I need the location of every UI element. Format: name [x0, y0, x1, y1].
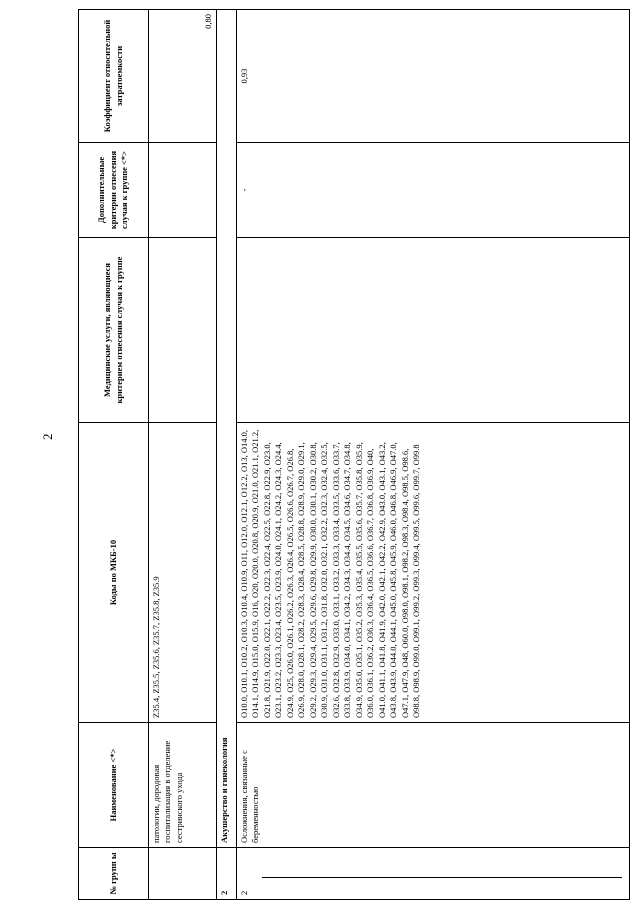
header-services: Медицинские услуги, являющиеся критерием отнесения случая к группе: [79, 238, 149, 423]
table-row: [149, 10, 217, 900]
cell-criteria: [149, 143, 217, 238]
cell-coef: 0,80: [149, 10, 217, 143]
section-row: [217, 10, 237, 900]
ksg-table: [78, 9, 630, 900]
cell-codes: Z35.4, Z35.5, Z35.6, Z35.7, Z35.8, Z35.9: [149, 423, 217, 723]
cell-services: [237, 238, 630, 423]
header-num: № групп ы: [79, 848, 149, 900]
bottom-rule: [262, 877, 622, 878]
header-name: Наименование <*>: [79, 723, 149, 848]
cell-name: патологии, дородовая госпитализация в отделение сестринского ухода: [149, 723, 217, 848]
cell-codes: O10.0, O10.1, O10.2, O10.3, O10.4, O10.9, O11, O12.0, O12.1, O12.2, O13, O14.0, O14.1, O14.9, O15.0, O15.9, O16, O20, O20.0, O20.8, O20.9, O21.0, O21.1, O21.2, O21.8, O21.9, O22.0, O22.1, O22.2, O22.3, O22.4, O22.5, O22.8, O22.9, O23.0, O23.1, O23.2, O23.3, O23.4, O23.5, O23.9, O24.0, O24.1, O24.2, O24.3, O24.4, O24.9, O25, O26.0, O26.1, O26.2, O26.3, O26.4, O26.5, O26.6, O26.7, O26.8, O26.9, O28.0, O28.1, O28.2, O28.3, O28.4, O28.5, O28.8, O28.9, O29.0, O29.1, O29.2, O29.3, O29.4, O29.5, O29.6, O29.8, O29.9, O30.0, O30.1, O30.2, O30.8, O30.9, O31.0, O31.1, O31.2, O31.8, O32.0, O32.1, O32.2, O32.3, O32.4, O32.5, O32.6, O32.8, O32.9, O33.0, O33.1, O33.2, O33.3, O33.4, O33.5, O33.6, O33.7, O33.8, O33.9, O34.0, O34.1, O34.2, O34.3, O34.4, O34.5, O34.6, O34.7, O34.8, O34.9, O35.0, O35.1, O35.2, O35.3, O35.4, O35.5, O35.6, O35.7, O35.8, O35.9, O36.0, O36.1, O36.2, O36.3, O36.4, O36.5, O36.6, O36.7, O36.8, O36.9, O40, O41.0, O41.1, O41.8, O41.9, O42.0, O42.1, O42.2, O42.9, O43.0, O43.1, O43.2, O43.8, O43.9, O44.0, O44.1, O45.0, O45.8, O45.9, O46.0, O46.8, O46.9, O47.0, O47.1, O47.9, O48, O60.0, O98.0, O98.1, O98.2, O98.3, O98.4, O98.5, O98.6, O98.8, O98.9, O99.0, O99.1, O99.2, O99.3, O99.4, O99.5, O99.6, O99.7, O99.8: [237, 423, 630, 723]
section-num: 2: [217, 848, 237, 900]
rotated-table-container: [78, 10, 630, 900]
cell-criteria: -: [237, 143, 630, 238]
section-title: Акушерство и гинекология: [217, 10, 237, 848]
cell-num: [149, 848, 217, 900]
header-row: [79, 10, 149, 900]
page-number: 2: [40, 433, 55, 440]
cell-num: 2: [237, 848, 630, 900]
cell-services: [149, 238, 217, 423]
cell-name: Осложнения, связанные с беременностью: [237, 723, 630, 848]
header-criteria: Дополнительные критерии отнесения случая к группе <*>: [79, 143, 149, 238]
table-row: [237, 10, 630, 900]
cell-coef: 0,93: [237, 10, 630, 143]
header-coef: Коэффициент относительной затратоемкости: [79, 10, 149, 143]
header-codes: Коды по МКБ-10: [79, 423, 149, 723]
